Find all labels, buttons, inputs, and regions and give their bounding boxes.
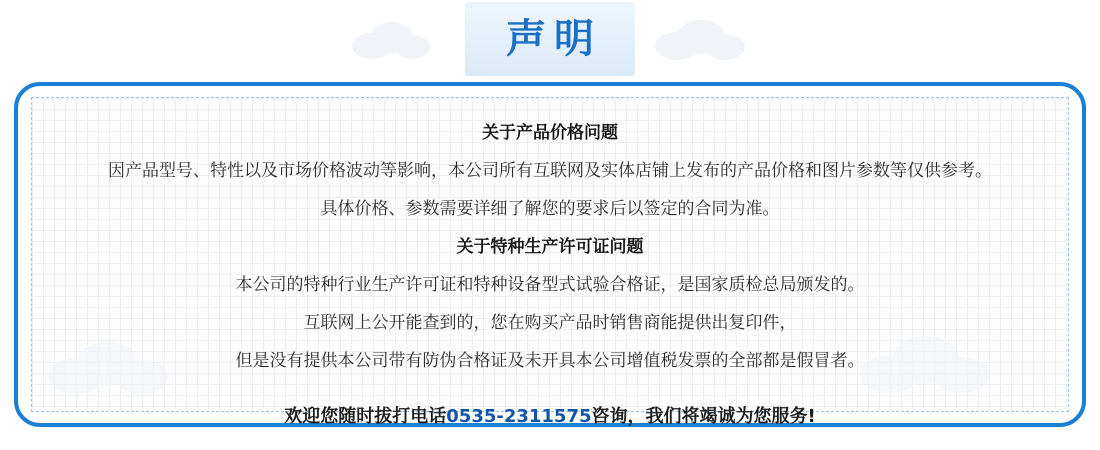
content-frame bbox=[14, 82, 1086, 427]
page-title-badge bbox=[465, 2, 635, 76]
cloud-icon bbox=[655, 16, 745, 62]
statement-content bbox=[32, 98, 1068, 436]
callout-prefix: 欢迎您随时拔打电话 bbox=[284, 406, 447, 427]
banner-title-area bbox=[0, 0, 1100, 82]
statement-line: 但是没有提供本公司带有防伪合格证及未开具本公司增值税发票的全部都是假冒者。 bbox=[235, 351, 865, 371]
statement-line: 因产品型号、特性以及市场价格波动等影响，本公司所有互联网及实体店铺上发布的产品价格和图片参数等仅供参考。 bbox=[108, 161, 992, 181]
statement-line: 具体价格、参数需要详细了解您的要求后以签定的合同为准。 bbox=[320, 199, 780, 219]
cloud-icon bbox=[352, 18, 430, 60]
statement-line: 互联网上公开能查到的，您在购买产品时销售商能提供出复印件， bbox=[303, 313, 797, 333]
page-title: 声明 bbox=[506, 16, 602, 62]
callout-suffix: 咨询，我们将竭诚为您服务! bbox=[591, 406, 816, 427]
contact-callout bbox=[32, 398, 1068, 436]
contact-phone-number[interactable]: 0535-2311575 bbox=[446, 406, 592, 427]
content-inner-box bbox=[31, 97, 1069, 427]
section-heading-license: 关于特种生产许可证问题 bbox=[456, 237, 644, 257]
section-heading-price: 关于产品价格问题 bbox=[482, 123, 618, 143]
statement-line: 本公司的特种行业生产许可证和特种设备型式试验合格证，是国家质检总局颁发的。 bbox=[235, 275, 865, 295]
